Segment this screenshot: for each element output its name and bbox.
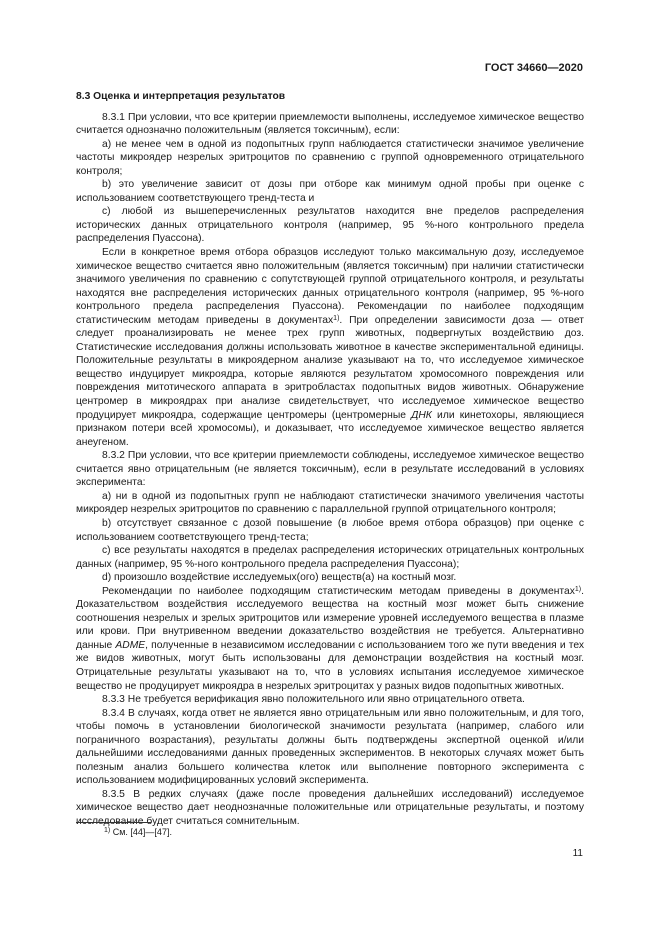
- paragraph: c) все результаты находятся в пределах распределения исторических отрицательных контрольных данных (например, 95 %-ного контрольного предела распределения Пуассона);: [76, 545, 584, 570]
- paragraph: d) произошло воздействие исследуемых(ого) веществ(а) на костный мозг.: [102, 572, 457, 584]
- paragraph: Рекомендации по наиболее подходящим статистическим методам приведены в документах$^{1)}$. Доказательством воздействия исследуемого вещества на костный мозг может быть снижение соотношения незрелых и зрелых эритроцитов или измерение уровней исследуемого вещества в плазме или крови. При внутривенном введении доказательство воздействия не требуется. Альтернативно данные ADME, полученные в независимом исследовании с использованием того же пути введения и тех же видов животных, могут быть использованы для демонстрации воздействия на костный мозг. Отрицательные результаты указывают на то, что в условиях испытания исследуемое химическое вещество не продуцирует микроядра в незрелых эритроцитах у разных видов подопытных животных.: [76, 585, 584, 692]
- paragraph: a) ни в одной из подопытных групп не наблюдают статистически значимого увеличения частоты микроядер незрелых эритроцитов по сравнению с параллельной группой отрицательного контроля;: [76, 490, 584, 516]
- paragraph: b) это увеличение зависит от дозы при отборе как минимум одной пробы при оценке с использованием соответствующего тренд-теста и: [76, 179, 584, 204]
- document-body: [76, 90, 584, 829]
- footnote: $^{1)}$ См. [44]—[47].: [104, 827, 172, 837]
- section-title: 8.3 Оценка и интерпретация результатов: [76, 91, 286, 102]
- paragraph: 8.3.4 В случаях, когда ответ не является явно отрицательным или явно положительным, и для того, чтобы помочь в установлении биологической значимости результата (например, слабого или пограничного возрастания), результаты должны быть подтверждены экспертной оценкой и/или дальнейшими исследованиями данных проведенных экспериментов. В некоторых случаях может быть полезным анализ большего количества клеток или выполнение повторного эксперимента с использованием модифицированных условий эксперимента.: [76, 707, 584, 787]
- footnote-separator: [76, 822, 151, 823]
- paragraph: Если в конкретное время отбора образцов исследуют только максимальную дозу, исследуемое химическое вещество считается явно положительным (является токсичным) при наличии статистически значимого увеличения по сравнению с сопутствующей группой отрицательного контроля, и результаты находятся вне распределения исторических данных отрицательного контроля (например, 95 %-ного контрольного предела распределения Пуассона). Рекомендации по наиболее подходящим статистическим методам приведены в документах$^{1)}$. При определении зависимости доза — ответ следует проанализировать не менее трех групп животных, подвергнутых воздействию доз. Статистические исследования должны использовать животное в качестве экспериментальной единицы. Положительные результаты в микроядерном анализе указывают на то, что исследуемое химическое вещество индуцирует микроядра, которые являются результатом хромосомного повреждения или повреждения митотического аппарата в эритробластах подопытных видов животных. Обнаружение центромер в микроядрах при анализе свидетельствует, что исследуемое химическое вещество продуцирует микроядра, содержащие центромеры (центромерные ДНК или кинетохоры, являющиеся признаком потери всей хромосомы), и доказывает, что исследуемое химическое вещество является анеугеном.: [76, 247, 584, 448]
- paragraph: 8.3.1 При условии, что все критерии приемлемости выполнены, исследуемое химическое вещество считается однозначно положительным (является токсичным), если:: [76, 111, 584, 137]
- paragraph: 8.3.2 При условии, что все критерии приемлемости соблюдены, исследуемое химическое вещество считается явно отрицательным (не является токсичным), если в результате исследований в условиях эксперимента:: [76, 450, 584, 489]
- document-header: ГОСТ 34660—2020: [484, 62, 583, 74]
- paragraph: c) любой из вышеперечисленных результатов находится вне пределов распределения исторических данных отрицательного контроля (например, 95 %-ного контрольного предела распределения Пуассона).: [76, 206, 584, 245]
- paragraph: a) не менее чем в одной из подопытных групп наблюдается статистически значимое увеличение частоты микроядер незрелых эритроцитов по сравнению с группой одновременного отрицательного контроля;: [76, 138, 584, 177]
- paragraph: 8.3.5 В редких случаях (даже после проведения дальнейших исследований) исследуемое химическое вещество дает неоднозначные положительные или отрицательные результаты, и поэтому исследование будет считаться сомнительным.: [76, 788, 584, 827]
- paragraph: 8.3.3 Не требуется верификация явно положительного или явно отрицательного ответа.: [102, 694, 525, 706]
- page-number: 11: [572, 848, 583, 859]
- paragraph: b) отсутствует связанное с дозой повышение (в любое время отбора образцов) при оценке с использованием соответствующего тренд-теста;: [76, 517, 584, 543]
